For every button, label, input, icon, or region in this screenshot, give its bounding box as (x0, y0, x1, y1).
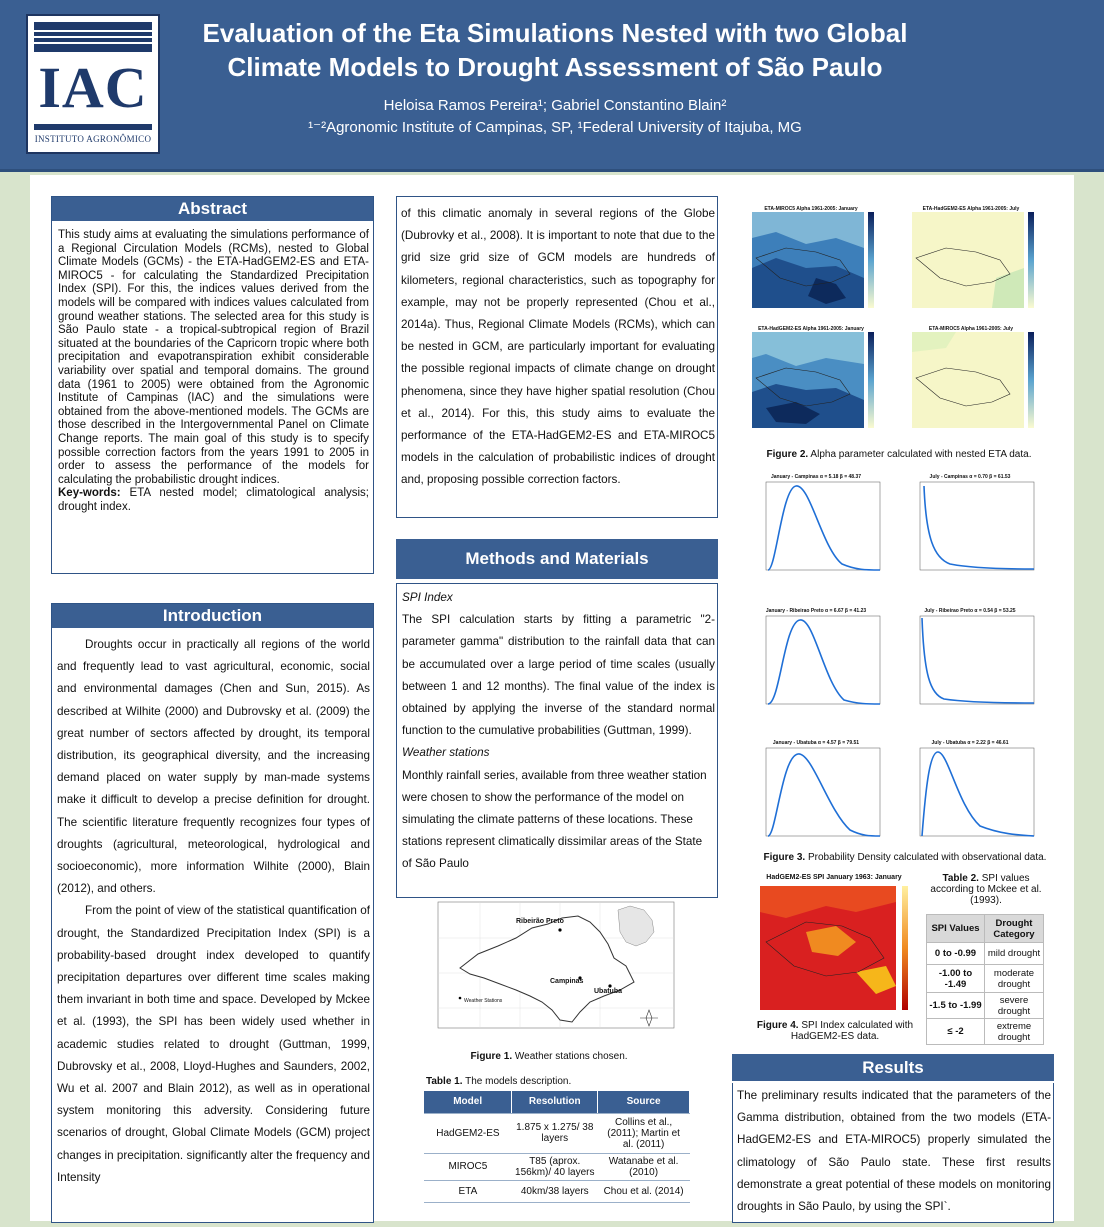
introduction-para-1: Droughts occur in practically all regions of the world and frequently lead to vast agricultural, economic, social and environmental damages (Chen and Sun, 2015). As described at Wilhite (2000) and Dubrovsky et al. (2009) the great number of sectors affected by drought, its temporal distribution, its geographical diversity, and the increasing demand placed on water supply by man-made systems make it difficult to develop a precise definition for drought. The scientific literature frequently recognizes four types of droughts (agricultural, meteorological, hydrological and socioeconomic), more information Wilhite (2000), Blain (2012), and others. (57, 638, 370, 896)
figure-1-text: Weather stations chosen. (512, 1051, 628, 1062)
pdf-chart-1 (746, 470, 886, 580)
logo-top-bar (34, 22, 152, 52)
alpha-map-1-title: ETA-MIROC5 Alpha 1961-2005: January (764, 206, 858, 212)
alpha-maps-panel (736, 200, 1052, 446)
methods-heading: Methods and Materials (396, 539, 718, 579)
figure-3-text: Probability Density calculated with observational data. (805, 852, 1047, 863)
figure-1-caption (420, 1051, 678, 1062)
header-spi-values: SPI Values (927, 915, 985, 943)
poster-title (170, 16, 940, 84)
table-row (424, 1153, 690, 1180)
figure-1-label: Figure 1. (470, 1051, 513, 1062)
table-1-caption (426, 1076, 676, 1087)
table-1-text: The models description. (462, 1076, 572, 1087)
header-source: Source (598, 1091, 690, 1113)
header-drought-category: Drought Category (985, 915, 1044, 943)
pdf-chart-4-title: July - Ribeirao Preto α = 0.54 β = 53.25 (924, 608, 1016, 614)
figure-4-text: SPI Index calculated with HadGEM2-ES data. (790, 1020, 914, 1042)
logo-text: IAC (38, 55, 148, 120)
figure-4-label: Figure 4. (756, 1020, 799, 1031)
pdf-chart-2-svg (900, 478, 1040, 584)
abstract-body: This study aims at evaluating the simulations performance of a Regional Circulation Models (RCMs), nested to Global Climate Models (GCMs) - the ETA-HadGEM2-ES and ETA-MIROC5 - for calculating the Standardized Precipitation Index (SPI). For this, the indices values derived from the models will be compared with indices values calculated from ground weather stations. The selected area for this study is São Paulo state - a tropical-subtropical region of Brazil situated at the boundaries of the Capricorn tropic where both precipitation and evapotranspiration exhibit considerable variability over spatial and temporal domains. The ground data (1961 to 2005) were obtained from the Agronomic Institute of Campinas (IAC) and the simulations were obtained from the above-mentioned models. The GCMs are those described in the Intergovernmental Panel on Climate Change reports. The main goal of this study is to specify possible correction factors from the years 1991 to 2005 in order to assess the performance of the models for calculating the probabilistic drought indices. (58, 229, 369, 486)
pdf-chart-5-title: January - Ubatuba α = 4.57 β = 79.51 (772, 740, 860, 746)
models-table-header (424, 1091, 690, 1113)
table-cell: 1.875 x 1.275/ 38 layers (512, 1113, 598, 1153)
pdf-chart-4-svg (900, 612, 1040, 718)
spi-index-body: The SPI calculation starts by fitting a parametric "2-parameter gamma" distribution to the rainfall data that can be accumulated over a large period of time scales (usually between 1 and 12 months). The final value of the index is obtained by applying the inverse of the standard normal function to the cumulative probabilities (Guttman, 1999). (402, 613, 715, 738)
figure-2-caption (736, 449, 1062, 460)
table-row (927, 943, 1044, 965)
continued-text-box (396, 196, 718, 518)
logo-subtext: INSTITUTO AGRONÔMICO (34, 134, 152, 144)
results-body: The preliminary results indicated that the parameters of the Gamma distribution, obtained from the two models (ETA-HadGEM2-ES and ETA-MIROC5) properly simulated the climatology of São Paulo state. These first results demonstrate a great potential of these models on monitoring droughts in São Paulo, by using the SPI`. (737, 1089, 1051, 1214)
map-legend: Weather Stations (464, 998, 503, 1004)
models-table (424, 1091, 690, 1203)
pdf-chart-6-title: July - Ubatuba α = 2.22 β = 46.61 (931, 740, 1009, 746)
table-1-label: Table 1. (426, 1076, 463, 1087)
introduction-text (57, 634, 370, 1189)
table-row (927, 965, 1044, 993)
table-2-text: SPI values according to Mckee et al. (1993). (930, 873, 1042, 906)
keywords: ETA nested model; climatological analysis; drought index. (58, 487, 369, 513)
table-cell: extreme drought (985, 1019, 1044, 1045)
title-line-1: Evaluation of the Eta Simulations Nested with two Global (202, 18, 908, 48)
figure-2-label: Figure 2. (766, 449, 809, 460)
figure-3-caption (740, 852, 1070, 863)
introduction-para-2: From the point of view of the statistical quantification of drought, the Standardized Precipitation Index (SPI) is a probability-based drought index developed to quantify precipitation departures over different time scales making them invariant in both time and space. Developed by Mckee et al. (1993), the SPI has been widely used whether in academic studies related to drought (Guttman, 1999, Dubrovsky et al., 2008, Lloyd-Hughes and Saunders, 2002, Wu et al. 2007 and Blain 2012), as well as in operational system monitoring this adversity. Considering future scenarios of drought, Global Climate Models (GCM) project changes in precipitation. significantly alter the frequency and Intensity (57, 904, 370, 1184)
table-cell: MIROC5 (424, 1153, 512, 1180)
pdf-chart-3-svg (746, 612, 886, 718)
weather-stations-heading: Weather stations (402, 746, 490, 760)
affiliation: ¹⁻²Agronomic Institute of Campinas, SP, ¹Federal University of Itajuba, MG (308, 119, 802, 136)
pdf-chart-6 (900, 736, 1040, 846)
alpha-map-3-svg (736, 328, 886, 438)
abstract-heading: Abstract (52, 197, 373, 221)
table-row (424, 1113, 690, 1153)
table-cell: Watanabe et al. (2010) (598, 1153, 690, 1180)
pdf-chart-3 (746, 604, 886, 714)
methods-box (396, 583, 718, 898)
table-row (927, 993, 1044, 1019)
table-cell: severe drought (985, 993, 1044, 1019)
table-cell: Chou et al. (2014) (598, 1180, 690, 1202)
continued-body: of this climatic anomaly in several regions of the Globe (Dubrovky et al., 2008). It is important to note that due to the grid size grid size of GCM models are hundreds of kilometers, regional characteristics, such as topography for example, may not be properly represented (Chou et al., 2014a). Thus, Regional Climate Models (RCMs), which can be nested in GCM, are particularly important for evaluating the possible regional impacts of climate change on drought phenomena, since they have higher spatial resolution (Chou et al., 2014). For this, this study aims to evaluate the performance of the ETA-HadGEM2-ES and ETA-MIROC5 models in the calculation of probabilistic indices of drought and, proposing possible correction factors. (401, 207, 715, 487)
keywords-label: Key-words: (58, 487, 121, 500)
ribeirao-label: Ribeirão Preto (516, 918, 564, 925)
header-model: Model (424, 1091, 512, 1113)
table-cell: ≤ -2 (927, 1019, 985, 1045)
table-cell: moderate drought (985, 965, 1044, 993)
introduction-box (51, 603, 374, 1223)
spi-map-title: HadGEM2-ES SPI January 1963: January (766, 874, 902, 881)
table-cell: 0 to -0.99 (927, 943, 985, 965)
alpha-map-2-svg (896, 208, 1046, 318)
results-heading: Results (732, 1054, 1054, 1081)
alpha-map-1-svg (736, 208, 886, 318)
table-row (424, 1180, 690, 1202)
title-line-2: Climate Models to Drought Assessment of São Paulo (227, 52, 883, 82)
table-cell: -1.5 to -1.99 (927, 993, 985, 1019)
spi-values-table (926, 914, 1044, 1045)
ubatuba-label: Ubatuba (594, 988, 622, 995)
alpha-map-2 (896, 200, 1046, 318)
table-2-label: Table 2. (942, 873, 979, 884)
poster-header (0, 0, 1104, 172)
pdf-chart-1-title: January - Campinas α = 5.18 β = 48.37 (770, 474, 862, 480)
figure-2-text: Alpha parameter calculated with nested ETA data. (808, 449, 1032, 460)
alpha-map-4-title: ETA-MIROC5 Alpha 1961-2005: July (928, 326, 1014, 332)
table-cell: mild drought (985, 943, 1044, 965)
pdf-curves-panel (746, 470, 1046, 848)
abstract-box (51, 196, 374, 574)
pdf-chart-4 (900, 604, 1040, 714)
pdf-chart-6-svg (900, 744, 1040, 850)
authors: Heloisa Ramos Pereira¹; Gabriel Constantino Blain² (383, 97, 727, 114)
alpha-map-3 (736, 320, 886, 438)
weather-stations-map (420, 898, 678, 1048)
campinas-label: Campinas (550, 978, 584, 985)
header-resolution: Resolution (512, 1091, 598, 1113)
pdf-chart-3-title: January - Ribeirao Preto α = 6.67 β = 41.23 (765, 608, 867, 614)
table-2-caption (928, 873, 1044, 906)
table-cell: 40km/38 layers (512, 1180, 598, 1202)
introduction-heading: Introduction (52, 604, 373, 628)
pdf-chart-2-title: July - Campinas α = 0.70 β = 61.53 (929, 474, 1011, 480)
iac-logo (26, 14, 160, 154)
table-cell: HadGEM2-ES (424, 1113, 512, 1153)
pdf-chart-5-svg (746, 744, 886, 850)
alpha-map-3-title: ETA-HadGEM2-ES Alpha 1961-2005: January (758, 326, 864, 332)
alpha-map-1 (736, 200, 886, 318)
spi-table-header (927, 915, 1044, 943)
pdf-chart-1-svg (746, 478, 886, 584)
table-cell: -1.00 to -1.49 (927, 965, 985, 993)
alpha-map-4-svg (896, 328, 1046, 438)
table-cell: ETA (424, 1180, 512, 1202)
weather-stations-body: Monthly rainfall series, available from three weather station were chosen to show the performance of the model on simulating the climate patterns of these locations. These stations represent climatically dissimilar areas of the State of São Paulo (402, 768, 707, 871)
figure-4-caption (742, 1020, 928, 1042)
methods-text (402, 587, 715, 876)
pdf-chart-2 (900, 470, 1040, 580)
figure-3-label: Figure 3. (763, 852, 806, 863)
abstract-text (58, 229, 369, 514)
pdf-chart-5 (746, 736, 886, 846)
logo-bottom-bar (34, 124, 152, 130)
spi-map (746, 872, 922, 1018)
results-box (732, 1083, 1054, 1223)
table-cell: T85 (aprox. 156km)/ 40 layers (512, 1153, 598, 1180)
table-row (927, 1019, 1044, 1045)
table-cell: Collins et al., (2011); Martin et al. (2011) (598, 1113, 690, 1153)
alpha-map-2-title: ETA-HadGEM2-ES Alpha 1961-2005: July (922, 206, 1020, 212)
spi-index-heading: SPI Index (402, 591, 453, 604)
spi-map-svg (746, 882, 922, 1022)
alpha-map-4 (896, 320, 1046, 438)
